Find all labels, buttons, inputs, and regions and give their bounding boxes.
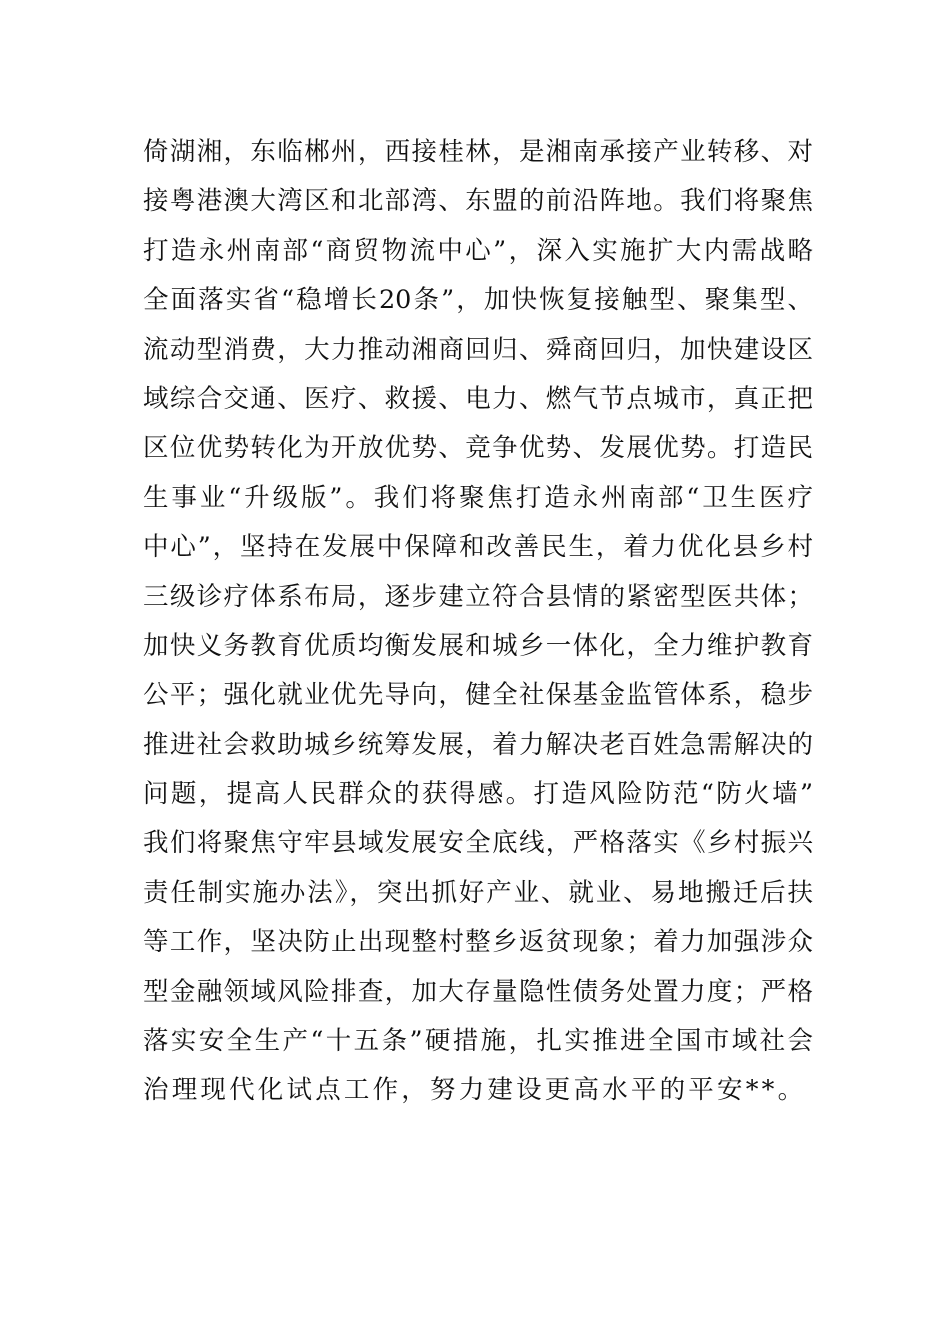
text-line: 我们将聚焦守牢县域发展安全底线，严格落实《乡村振兴 — [143, 828, 813, 859]
text-line: 域综合交通、医疗、救援、电力、燃气节点城市，真正把 — [143, 383, 813, 414]
text-line: 中心”，坚持在发展中保障和改善民生，着力优化县乡村 — [143, 532, 813, 563]
text-line: 治理现代化试点工作，努力建设更高水平的平安**。 — [143, 1075, 807, 1106]
text-line: 等工作，坚决防止出现整村整乡返贫现象；着力加强涉众 — [143, 927, 813, 958]
text-line: 打造永州南部“商贸物流中心”，深入实施扩大内需战略 — [143, 235, 813, 266]
text-line: 推进社会救助城乡统筹发展，着力解决老百姓急需解决的 — [143, 729, 813, 760]
text-line: 落实安全生产“十五条”硬措施，扎实推进全国市域社会 — [143, 1026, 813, 1057]
text-line: 流动型消费，大力推动湘商回归、舜商回归，加快建设区 — [143, 334, 813, 365]
text-line: 倚湖湘，东临郴州，西接桂林，是湘南承接产业转移、对 — [143, 137, 813, 167]
body-paragraph — [143, 128, 813, 1116]
text-line: 生事业“升级版”。我们将聚焦打造永州南部“卫生医疗 — [143, 482, 813, 513]
text-line: 接粤港澳大湾区和北部湾、东盟的前沿阵地。我们将聚焦 — [143, 186, 813, 217]
text-line: 问题，提高人民群众的获得感。打造风险防范“防火墙” — [143, 779, 813, 810]
text-line: 三级诊疗体系布局，逐步建立符合县情的紧密型医共体； — [143, 581, 813, 612]
text-line: 型金融领域风险排查，加大存量隐性债务处置力度；严格 — [143, 976, 813, 1007]
text-line: 公平；强化就业优先导向，健全社保基金监管体系，稳步 — [143, 680, 813, 711]
text-line: 区位优势转化为开放优势、竞争优势、发展优势。打造民 — [143, 433, 813, 464]
text-line: 全面落实省“稳增长20条”，加快恢复接触型、聚集型、 — [143, 285, 813, 316]
text-line: 责任制实施办法》，突出抓好产业、就业、易地搬迁后扶 — [143, 877, 813, 908]
text-line: 加快义务教育优质均衡发展和城乡一体化，全力维护教育 — [143, 630, 813, 661]
